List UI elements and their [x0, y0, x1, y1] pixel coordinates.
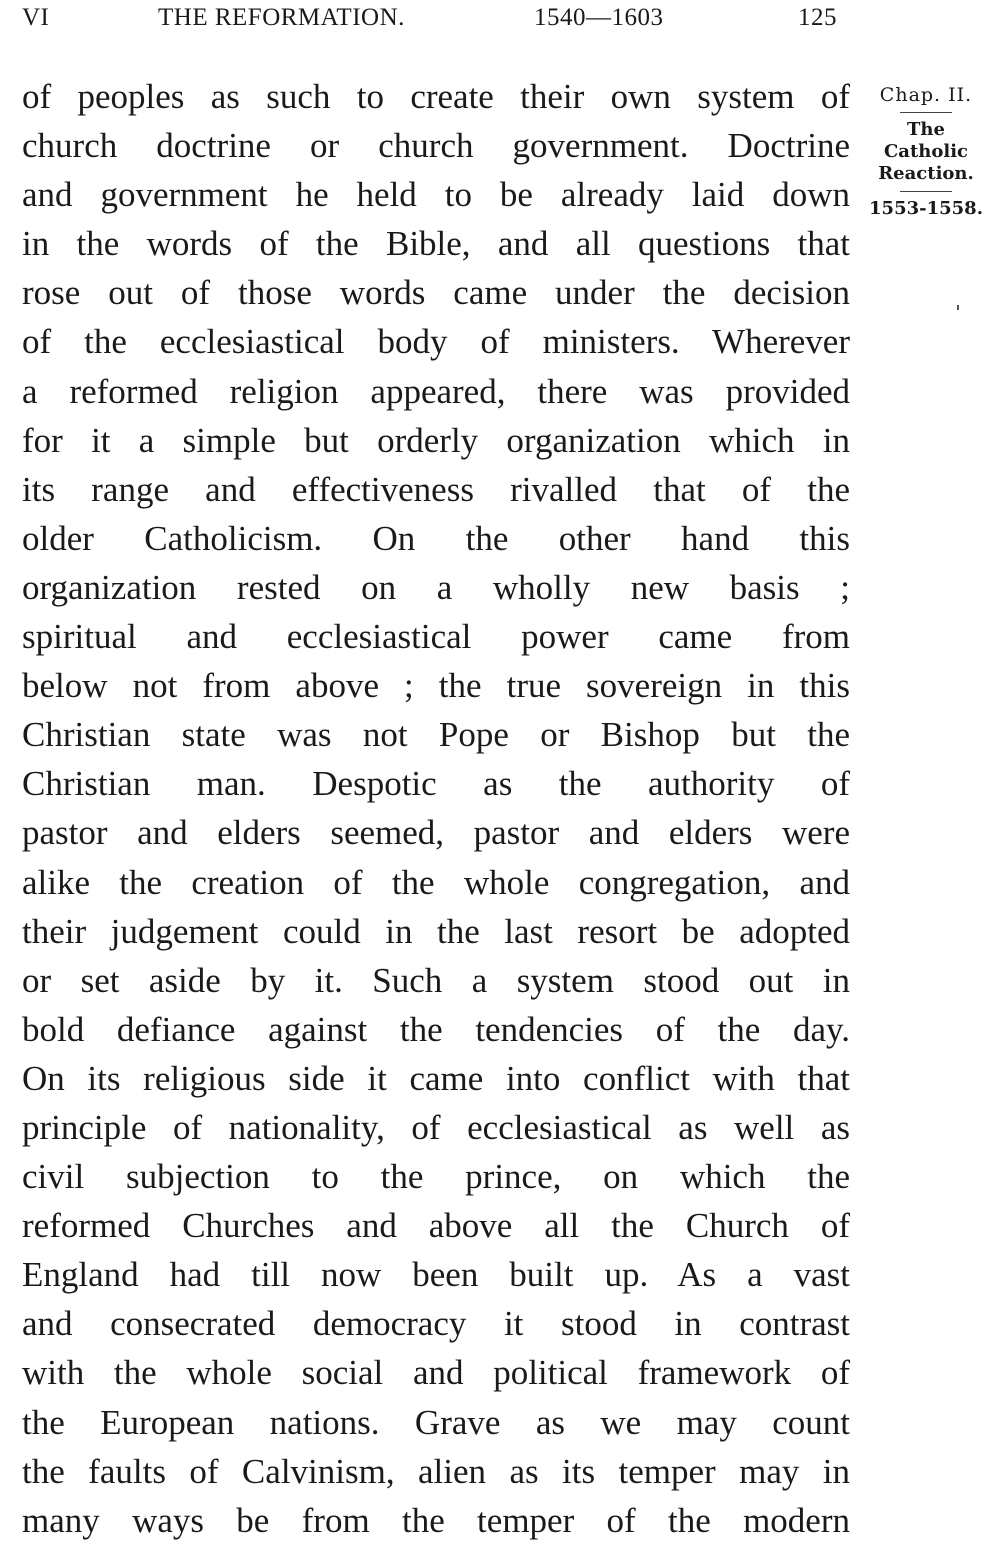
text-line: below not from above ; the true sovereign in this: [22, 666, 850, 706]
text-line: and consecrated democracy it stood in contrast: [22, 1304, 850, 1344]
text-line: of the ecclesiastical body of ministers. Wherever: [22, 322, 850, 362]
text-line: Christian man. Despotic as the authority of: [22, 764, 850, 804]
chapter-label: Chap. II.: [879, 84, 973, 106]
ink-speck: [957, 305, 959, 310]
text-line: bold defiance against the tendencies of the day.: [22, 1009, 850, 1049]
marginal-rule: [900, 112, 952, 113]
running-header: [22, 4, 852, 40]
text-line: reformed Churches and above all the Church of: [22, 1206, 850, 1246]
text-line: rose out of those words came under the decision: [22, 273, 850, 313]
page-number: 125: [798, 4, 837, 31]
section-number: VI: [22, 4, 50, 31]
topic-line: Reaction.: [878, 163, 974, 184]
topic-line: Catholic: [883, 141, 969, 162]
text-line: On its religious side it came into conflict with that: [22, 1058, 850, 1098]
text-line: for it a simple but orderly organization which in: [22, 420, 850, 460]
body-text: [22, 72, 850, 1545]
year-range: 1540—1603: [534, 4, 664, 31]
marginal-rule: [900, 191, 952, 192]
text-line: its range and effectiveness rivalled that of the: [22, 469, 850, 509]
text-line: spiritual and ecclesiastical power came from: [22, 617, 850, 657]
text-line: organization rested on a wholly new basis ;: [22, 567, 850, 607]
marginal-note: [858, 84, 994, 219]
text-line: older Catholicism. On the other hand this: [22, 518, 850, 558]
marginal-topic: [858, 119, 994, 191]
running-title: THE REFORMATION.: [158, 4, 405, 31]
text-line: and government he held to be already laid down: [22, 175, 850, 215]
text-line: many ways be from the temper of the modern: [22, 1500, 850, 1540]
text-line: England had till now been built up. As a vast: [22, 1255, 850, 1295]
topic-line: The: [907, 119, 945, 140]
text-line: or set aside by it. Such a system stood out in: [22, 960, 850, 1000]
text-line: pastor and elders seemed, pastor and elders were: [22, 813, 850, 853]
text-line: Christian state was not Pope or Bishop but the: [22, 715, 850, 755]
text-line: alike the creation of the whole congregation, and: [22, 862, 850, 902]
text-line: a reformed religion appeared, there was provided: [22, 371, 850, 411]
marginal-dates: 1553-1558.: [869, 198, 983, 219]
text-line: with the whole social and political framework of: [22, 1353, 850, 1393]
text-line: in the words of the Bible, and all questions that: [22, 224, 850, 264]
text-line: principle of nationality, of ecclesiastical as well as: [22, 1107, 850, 1147]
text-line: civil subjection to the prince, on which the: [22, 1157, 850, 1197]
text-line: of peoples as such to create their own system of: [22, 77, 850, 116]
text-line: their judgement could in the last resort be adopted: [22, 911, 850, 951]
text-line: the European nations. Grave as we may count: [22, 1402, 850, 1442]
text-line: the faults of Calvinism, alien as its temper may in: [22, 1451, 850, 1491]
text-line: church doctrine or church government. Doctrine: [22, 126, 850, 166]
